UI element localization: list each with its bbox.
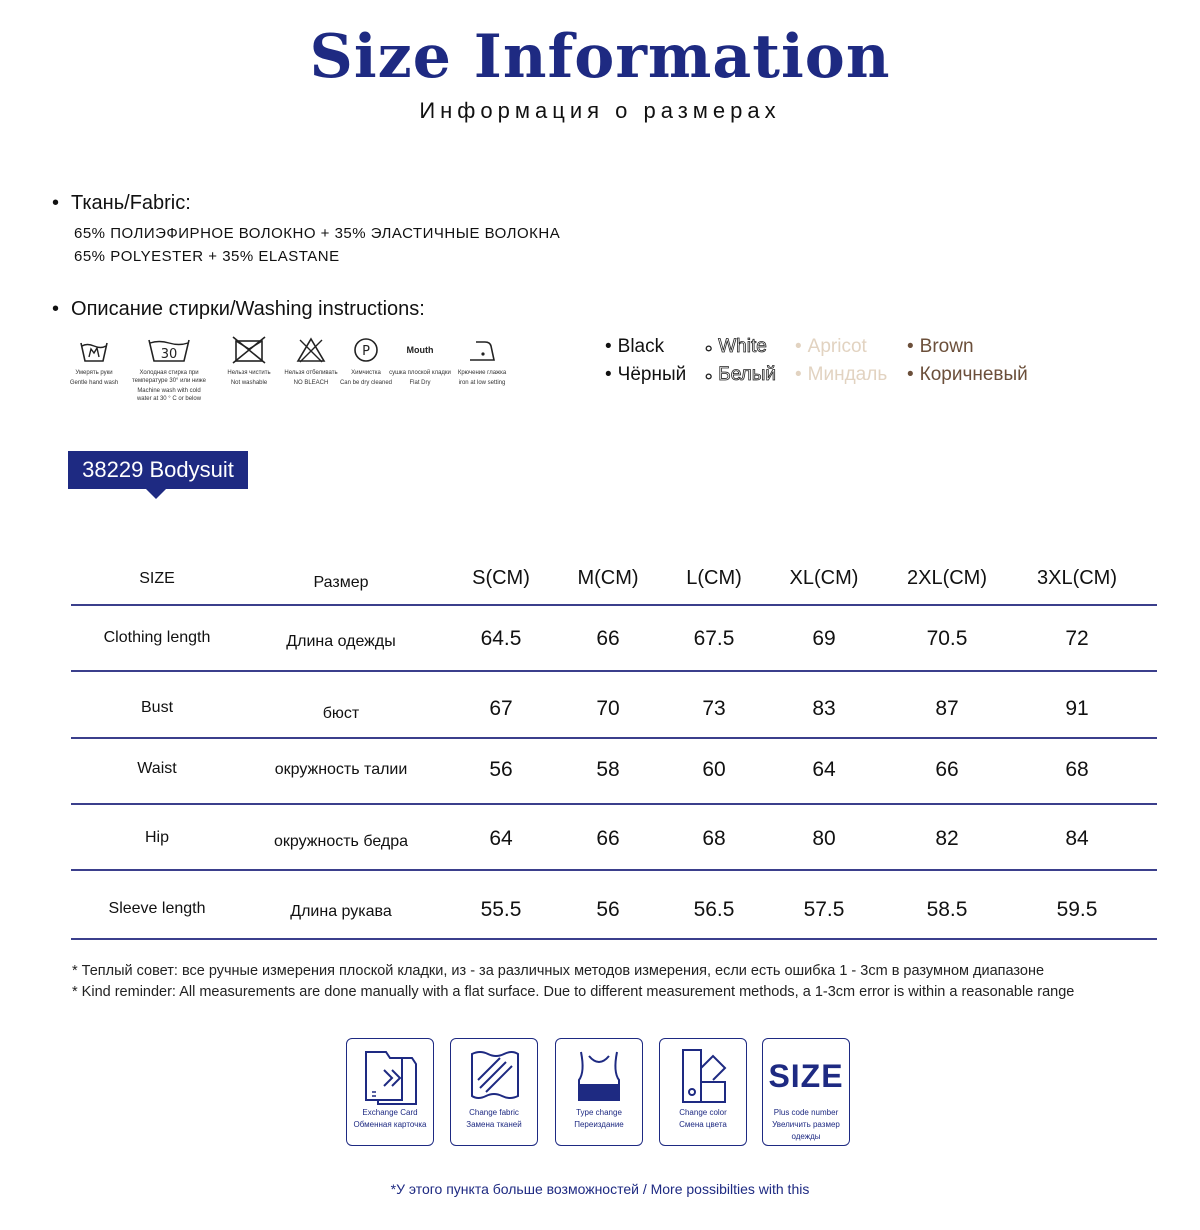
table-cell: 82	[935, 827, 959, 850]
color-black: • Black	[605, 336, 665, 357]
row-label-ru: окружность бедра	[273, 833, 409, 850]
card-label-ru: Смена цвета	[679, 1120, 727, 1129]
table-cell: 66	[596, 627, 620, 650]
row-label-ru: окружность талии	[274, 761, 408, 778]
header-3xl: 3XL(CM)	[1036, 567, 1118, 589]
table-cell: 64.5	[480, 627, 522, 650]
care-label-ru: Нельзя отбеливать	[284, 370, 338, 376]
row-label-ru: бюст	[322, 705, 360, 722]
hand-wash-icon	[56, 333, 132, 367]
care-label-en: Gentle hand wash	[69, 380, 119, 386]
care-label-en: Flat Dry	[409, 380, 431, 386]
row-label-en: Waist	[137, 760, 177, 777]
care-label-ru: сушка плоской кладки	[389, 370, 451, 376]
care-label-en: Can be dry cleaned	[339, 380, 393, 386]
row-label-ru: Длина одежды	[286, 633, 396, 650]
table-cell: 70	[596, 697, 620, 720]
page-subtitle: Информация о размерах	[419, 98, 781, 123]
exchange-card-icon	[347, 1045, 433, 1107]
card-type	[555, 1038, 643, 1146]
iron-low-icon	[444, 333, 520, 367]
table-cell: 72	[1065, 627, 1089, 650]
table-cell: 91	[1065, 697, 1089, 720]
table-cell: 64	[812, 758, 836, 781]
wash-30-text: 30	[160, 347, 178, 362]
color-apricot-ru: • Миндаль	[795, 364, 888, 385]
card-size	[762, 1038, 850, 1146]
header-razmer: Размер	[313, 574, 369, 591]
table-cell: 55.5	[480, 898, 522, 921]
wash-30-icon	[131, 333, 207, 367]
table-cell: 69	[812, 627, 836, 650]
table-divider	[71, 737, 1157, 739]
table-cell: 68	[702, 827, 726, 850]
fabric-icon	[451, 1045, 537, 1107]
table-cell: 80	[812, 827, 836, 850]
table-cell: 58	[596, 758, 620, 781]
card-label-en: Change fabric	[469, 1108, 519, 1117]
table-cell: 56	[489, 758, 513, 781]
table-cell: 70.5	[926, 627, 968, 650]
care-label-ru: Крючение глажка	[457, 370, 507, 376]
page-title: Size Information	[309, 22, 891, 92]
table-cell: 56.5	[693, 898, 735, 921]
table-divider	[71, 869, 1157, 871]
table-divider	[71, 670, 1157, 672]
care-label-en: iron at low setting	[458, 380, 506, 386]
fabric-heading: • Ткань/Fabric:	[52, 192, 191, 215]
row-label-en: Clothing length	[103, 629, 211, 646]
care-wash-30	[131, 333, 207, 403]
table-cell: 57.5	[803, 898, 845, 921]
table-cell: 66	[935, 758, 959, 781]
color-white: ○ White	[705, 336, 767, 357]
card-label-ru: Обменная карточка	[353, 1120, 427, 1129]
card-label-ru: Увеличить размер одежды	[772, 1120, 840, 1141]
card-label-ru: Замена тканей	[466, 1120, 522, 1129]
fabric-line-en: 65% POLYESTER + 35% ELASTANE	[74, 248, 340, 265]
card-label-en: Plus code number	[773, 1108, 839, 1117]
garment-icon	[556, 1045, 642, 1107]
color-apricot: • Apricot	[795, 336, 867, 357]
card-label-en: Change color	[679, 1108, 727, 1117]
care-label-ru: Химчистка	[351, 370, 381, 376]
table-cell: 83	[812, 697, 836, 720]
table-cell: 56	[596, 898, 620, 921]
table-cell: 73	[702, 697, 726, 720]
washing-heading: • Описание стирки/Washing instructions:	[52, 298, 425, 321]
table-cell: 58.5	[926, 898, 968, 921]
card-label-ru: Переизданиe	[574, 1120, 624, 1129]
header-xl: XL(CM)	[789, 567, 859, 589]
header-l: L(CM)	[686, 567, 742, 589]
table-cell: 84	[1065, 827, 1089, 850]
table-cell: 67.5	[693, 627, 735, 650]
table-cell: 66	[596, 827, 620, 850]
table-cell: 59.5	[1056, 898, 1098, 921]
care-label-ru: Нельзя чистить	[227, 370, 271, 376]
color-list	[605, 333, 1028, 389]
color-white-ru: ○ Белый	[705, 364, 777, 385]
table-cell: 87	[935, 697, 959, 720]
badge-pointer	[146, 489, 166, 499]
color-black-ru: • Чёрный	[605, 364, 687, 385]
size-icon	[763, 1045, 849, 1107]
row-label-en: Hip	[144, 829, 170, 846]
table-cell: 67	[489, 697, 513, 720]
card-label-en: Type change	[576, 1108, 622, 1117]
dry-clean-text: P	[362, 344, 370, 359]
footer-note: *У этого пункта больше возможностей / More possibilties with this	[390, 1181, 810, 1197]
table-divider	[71, 604, 1157, 606]
care-label-ru: Умерять руки	[75, 370, 113, 376]
care-label-en: Not washable	[230, 380, 268, 386]
product-badge: 38229 Bodysuit	[68, 451, 248, 489]
care-label-en: Machine wash with cold water at 30 ° C or below	[136, 388, 202, 402]
table-divider	[71, 803, 1157, 805]
card-color	[659, 1038, 747, 1146]
care-hand-wash	[56, 333, 132, 387]
card-exchange	[346, 1038, 434, 1146]
row-label-en: Bust	[140, 699, 174, 716]
care-iron-low	[444, 333, 520, 387]
row-label-ru: Длина рукава	[290, 903, 392, 920]
flat-dry-text: Mouth	[406, 345, 434, 355]
table-cell: 68	[1065, 758, 1089, 781]
color-brown: • Brown	[907, 336, 974, 357]
care-label-en: NO BLEACH	[293, 380, 329, 386]
header-size: SIZE	[139, 570, 175, 587]
care-label-ru: Холодная стирка при температуре 30° или ниже	[132, 370, 206, 384]
table-divider	[71, 938, 1157, 940]
fabric-line-ru: 65% ПОЛИЭФИРНОЕ ВОЛОКНО + 35% ЭЛАСТИЧНЫЕ ВОЛОКНА	[74, 225, 561, 242]
color-swatch-icon	[660, 1045, 746, 1107]
note-ru: * Теплый совет: все ручные измерения плоской кладки, из - за различных методов измерения, если есть ошибка 1 - 3cm в разумном диапазоне	[72, 963, 1045, 979]
table-cell: 64	[489, 827, 513, 850]
row-label-en: Sleeve length	[108, 900, 206, 917]
size-icon-text: SIZE	[768, 1057, 844, 1094]
table-cell: 60	[702, 758, 726, 781]
header-2xl: 2XL(CM)	[906, 567, 988, 589]
card-label-en: Exchange Card	[362, 1108, 418, 1117]
card-fabric	[450, 1038, 538, 1146]
header-s: S(CM)	[472, 567, 530, 589]
color-brown-ru: • Коричневый	[907, 364, 1028, 385]
note-en: * Kind reminder: All measurements are done manually with a flat surface. Due to different measurement methods, a 1-3cm error is within a reasonable range	[72, 984, 1075, 1000]
header-m: M(CM)	[577, 567, 639, 589]
